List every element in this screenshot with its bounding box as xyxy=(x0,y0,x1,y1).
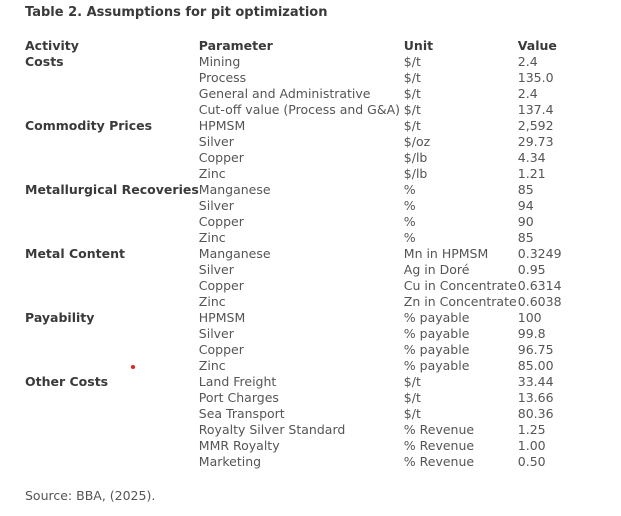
value-cell: 80.36 xyxy=(517,406,554,421)
unit-cell: Zn in Concentrate xyxy=(403,294,517,309)
value-cell: 0.6314 xyxy=(517,278,562,293)
parameter-cell: Port Charges xyxy=(198,390,279,405)
parameter-cell: Manganese xyxy=(198,246,271,261)
value-cell: 135.0 xyxy=(517,70,554,85)
unit-cell: Mn in HPMSM xyxy=(403,246,489,261)
table-row xyxy=(25,54,578,70)
value-cell: 0.95 xyxy=(517,262,546,277)
activity-cell xyxy=(25,86,199,102)
activity-cell xyxy=(25,422,199,438)
activity-cell xyxy=(25,454,199,470)
activity-cell xyxy=(25,166,199,182)
activity-cell xyxy=(25,438,199,454)
unit-cell: $/t xyxy=(403,118,421,133)
table-row xyxy=(25,150,578,166)
header-unit: Unit xyxy=(403,38,434,53)
parameter-cell: HPMSM xyxy=(198,310,246,325)
table-row xyxy=(25,454,578,470)
activity-cell: Commodity Prices xyxy=(25,118,153,133)
activity-cell: Metallurgical Recoveries xyxy=(25,182,199,197)
parameter-cell: Copper xyxy=(198,342,244,357)
table-row xyxy=(25,406,578,422)
table-row xyxy=(25,166,578,182)
unit-cell: % Revenue xyxy=(403,454,475,469)
activity-cell xyxy=(25,326,199,342)
value-cell: 4.34 xyxy=(517,150,546,165)
header-row xyxy=(25,38,578,54)
activity-cell xyxy=(25,150,199,166)
value-cell: 137.4 xyxy=(517,102,554,117)
header-value: Value xyxy=(517,38,557,53)
value-cell: 33.44 xyxy=(517,374,554,389)
activity-cell: Payability xyxy=(25,310,95,325)
value-cell: 1.21 xyxy=(517,166,546,181)
table-row xyxy=(25,390,578,406)
table-caption: Table 2. Assumptions for pit optimization xyxy=(25,5,328,20)
table-row xyxy=(25,342,578,358)
value-cell: 0.3249 xyxy=(517,246,562,261)
activity-cell xyxy=(25,278,199,294)
table-row xyxy=(25,198,578,214)
table-row xyxy=(25,70,578,86)
parameter-cell: Royalty Silver Standard xyxy=(198,422,346,437)
parameter-cell: Land Freight xyxy=(198,374,277,389)
value-cell: 1.00 xyxy=(517,438,546,453)
table-row xyxy=(25,358,578,374)
parameter-cell: Zinc xyxy=(198,166,226,181)
value-cell: 13.66 xyxy=(517,390,554,405)
table-row xyxy=(25,214,578,230)
parameter-cell: Silver xyxy=(198,262,234,277)
parameter-cell: Zinc xyxy=(198,358,226,373)
unit-cell: % Revenue xyxy=(403,422,475,437)
unit-cell: % xyxy=(403,182,416,197)
activity-cell xyxy=(25,358,199,374)
value-cell: 85 xyxy=(517,182,534,197)
value-cell: 94 xyxy=(517,198,534,213)
activity-cell xyxy=(25,214,199,230)
activity-cell: Metal Content xyxy=(25,246,125,261)
assumptions-table xyxy=(25,38,578,470)
unit-cell: $/lb xyxy=(403,166,428,181)
table-row xyxy=(25,134,578,150)
unit-cell: $/t xyxy=(403,374,421,389)
parameter-cell: Zinc xyxy=(198,230,226,245)
value-cell: 85 xyxy=(517,230,534,245)
value-cell: 0.6038 xyxy=(517,294,562,309)
unit-cell: % payable xyxy=(403,342,470,357)
table-row xyxy=(25,438,578,454)
unit-cell: $/t xyxy=(403,406,421,421)
activity-cell xyxy=(25,406,199,422)
unit-cell: % Revenue xyxy=(403,438,475,453)
activity-cell xyxy=(25,134,199,150)
table-row xyxy=(25,310,578,326)
parameter-cell: Marketing xyxy=(198,454,262,469)
table-header xyxy=(25,38,578,54)
unit-cell: $/t xyxy=(403,86,421,101)
unit-cell: % xyxy=(403,198,416,213)
header-parameter: Parameter xyxy=(198,38,273,53)
activity-cell xyxy=(25,294,199,310)
value-cell: 96.75 xyxy=(517,342,554,357)
activity-cell xyxy=(25,390,199,406)
source-note: Source: BBA, (2025). xyxy=(25,488,156,503)
parameter-cell: Cut-off value (Process and G&A) xyxy=(198,102,401,117)
table-row xyxy=(25,326,578,342)
parameter-cell: HPMSM xyxy=(198,118,246,133)
activity-cell xyxy=(25,342,199,358)
parameter-cell: Zinc xyxy=(198,294,226,309)
table-body xyxy=(25,54,578,470)
parameter-cell: Silver xyxy=(198,198,234,213)
unit-cell: % payable xyxy=(403,326,470,341)
table-row xyxy=(25,182,578,198)
activity-cell: Other Costs xyxy=(25,374,109,389)
table-row xyxy=(25,278,578,294)
value-cell: 90 xyxy=(517,214,534,229)
unit-cell: $/t xyxy=(403,54,421,69)
value-cell: 100 xyxy=(517,310,542,325)
table-row xyxy=(25,86,578,102)
unit-cell: Ag in Doré xyxy=(403,262,470,277)
unit-cell: $/lb xyxy=(403,150,428,165)
table-row xyxy=(25,118,578,134)
value-cell: 2.4 xyxy=(517,86,538,101)
value-cell: 29.73 xyxy=(517,134,554,149)
unit-cell: $/t xyxy=(403,390,421,405)
unit-cell: % xyxy=(403,230,416,245)
parameter-cell: Mining xyxy=(198,54,241,69)
parameter-cell: Silver xyxy=(198,134,234,149)
value-cell: 85.00 xyxy=(517,358,554,373)
parameter-cell: Process xyxy=(198,70,247,85)
activity-cell xyxy=(25,102,199,118)
value-cell: 2.4 xyxy=(517,54,538,69)
unit-cell: $/t xyxy=(403,102,421,117)
value-cell: 0.50 xyxy=(517,454,546,469)
parameter-cell: General and Administrative xyxy=(198,86,371,101)
table-row xyxy=(25,230,578,246)
activity-cell: Costs xyxy=(25,54,64,69)
table-row xyxy=(25,374,578,390)
red-dot-marker xyxy=(131,365,135,369)
table-row xyxy=(25,422,578,438)
table-row xyxy=(25,294,578,310)
parameter-cell: Manganese xyxy=(198,182,271,197)
unit-cell: % payable xyxy=(403,310,470,325)
unit-cell: $/t xyxy=(403,70,421,85)
value-cell: 99.8 xyxy=(517,326,546,341)
activity-cell xyxy=(25,70,199,86)
parameter-cell: Copper xyxy=(198,214,244,229)
unit-cell: % xyxy=(403,214,416,229)
table-row xyxy=(25,246,578,262)
table-row xyxy=(25,102,578,118)
unit-cell: % payable xyxy=(403,358,470,373)
activity-cell xyxy=(25,230,199,246)
value-cell: 2,592 xyxy=(517,118,554,133)
parameter-cell: Copper xyxy=(198,150,244,165)
unit-cell: Cu in Concentrate xyxy=(403,278,517,293)
parameter-cell: Silver xyxy=(198,326,234,341)
header-activity: Activity xyxy=(25,38,79,53)
table-row xyxy=(25,262,578,278)
activity-cell xyxy=(25,262,199,278)
parameter-cell: Sea Transport xyxy=(198,406,285,421)
unit-cell: $/oz xyxy=(403,134,431,149)
activity-cell xyxy=(25,198,199,214)
value-cell: 1.25 xyxy=(517,422,546,437)
parameter-cell: MMR Royalty xyxy=(198,438,280,453)
parameter-cell: Copper xyxy=(198,278,244,293)
